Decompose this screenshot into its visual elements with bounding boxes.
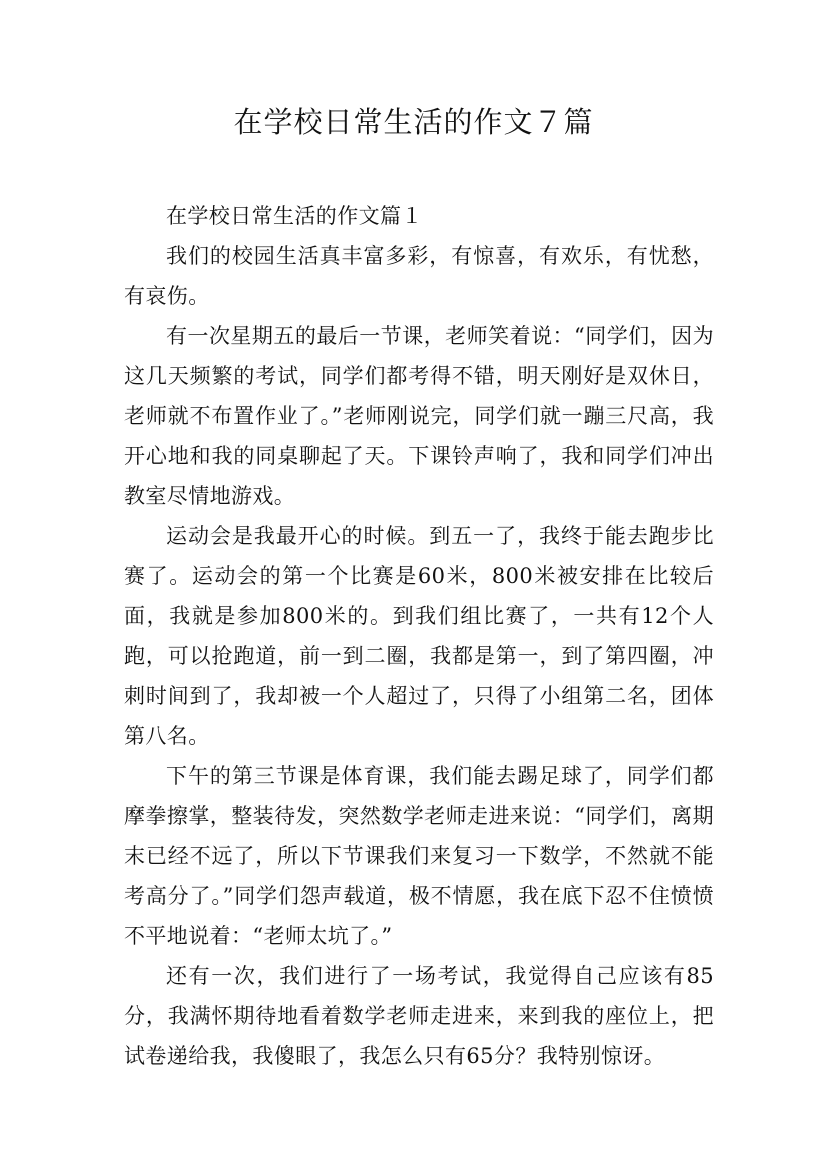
document-title: 在学校日常生活的作文７篇: [233, 105, 594, 139]
paragraph: 运动会是我最开心的时候。到五一了，我终于能去跑步比赛了。运动会的第一个比赛是60米，800米被安排在比较后面，我就是参加800米的。到我们组比赛了，一共有12个人跑，可以抢跑道，前一到二圈，我都是第一，到了第四圈，冲刺时间到了，我却被一个人超过了，只得了小组第二名，团体第八名。: [124, 524, 714, 748]
paragraph: 我们的校园生活真丰富多彩，有惊喜，有欢乐，有忧愁，有哀伤。: [124, 244, 714, 308]
document-body: [124, 196, 714, 1076]
paragraph: 下午的第三节课是体育课，我们能去踢足球了，同学们都摩拳擦掌，整装待发，突然数学老师走进来说：“同学们，离期末已经不远了，所以下节课我们来复习一下数学，不然就不能考高分了。”同学们怨声载道，极不情愿，我在底下忍不住愤愤不平地说着：“老师太坑了。”: [124, 764, 714, 948]
paragraph: 还有一次，我们进行了一场考试，我觉得自己应该有85分，我满怀期待地看着数学老师走进来，来到我的座位上，把试卷递给我，我傻眼了，我怎么只有65分？我特别惊讶。: [124, 964, 714, 1068]
section-heading: 在学校日常生活的作文篇１: [166, 204, 423, 228]
paragraph: 有一次星期五的最后一节课，老师笑着说：“同学们，因为这几天频繁的考试，同学们都考得不错，明天刚好是双休日，老师就不布置作业了。”老师刚说完，同学们就一蹦三尺高，我开心地和我的同桌聊起了天。下课铃声响了，我和同学们冲出教室尽情地游戏。: [124, 324, 714, 508]
